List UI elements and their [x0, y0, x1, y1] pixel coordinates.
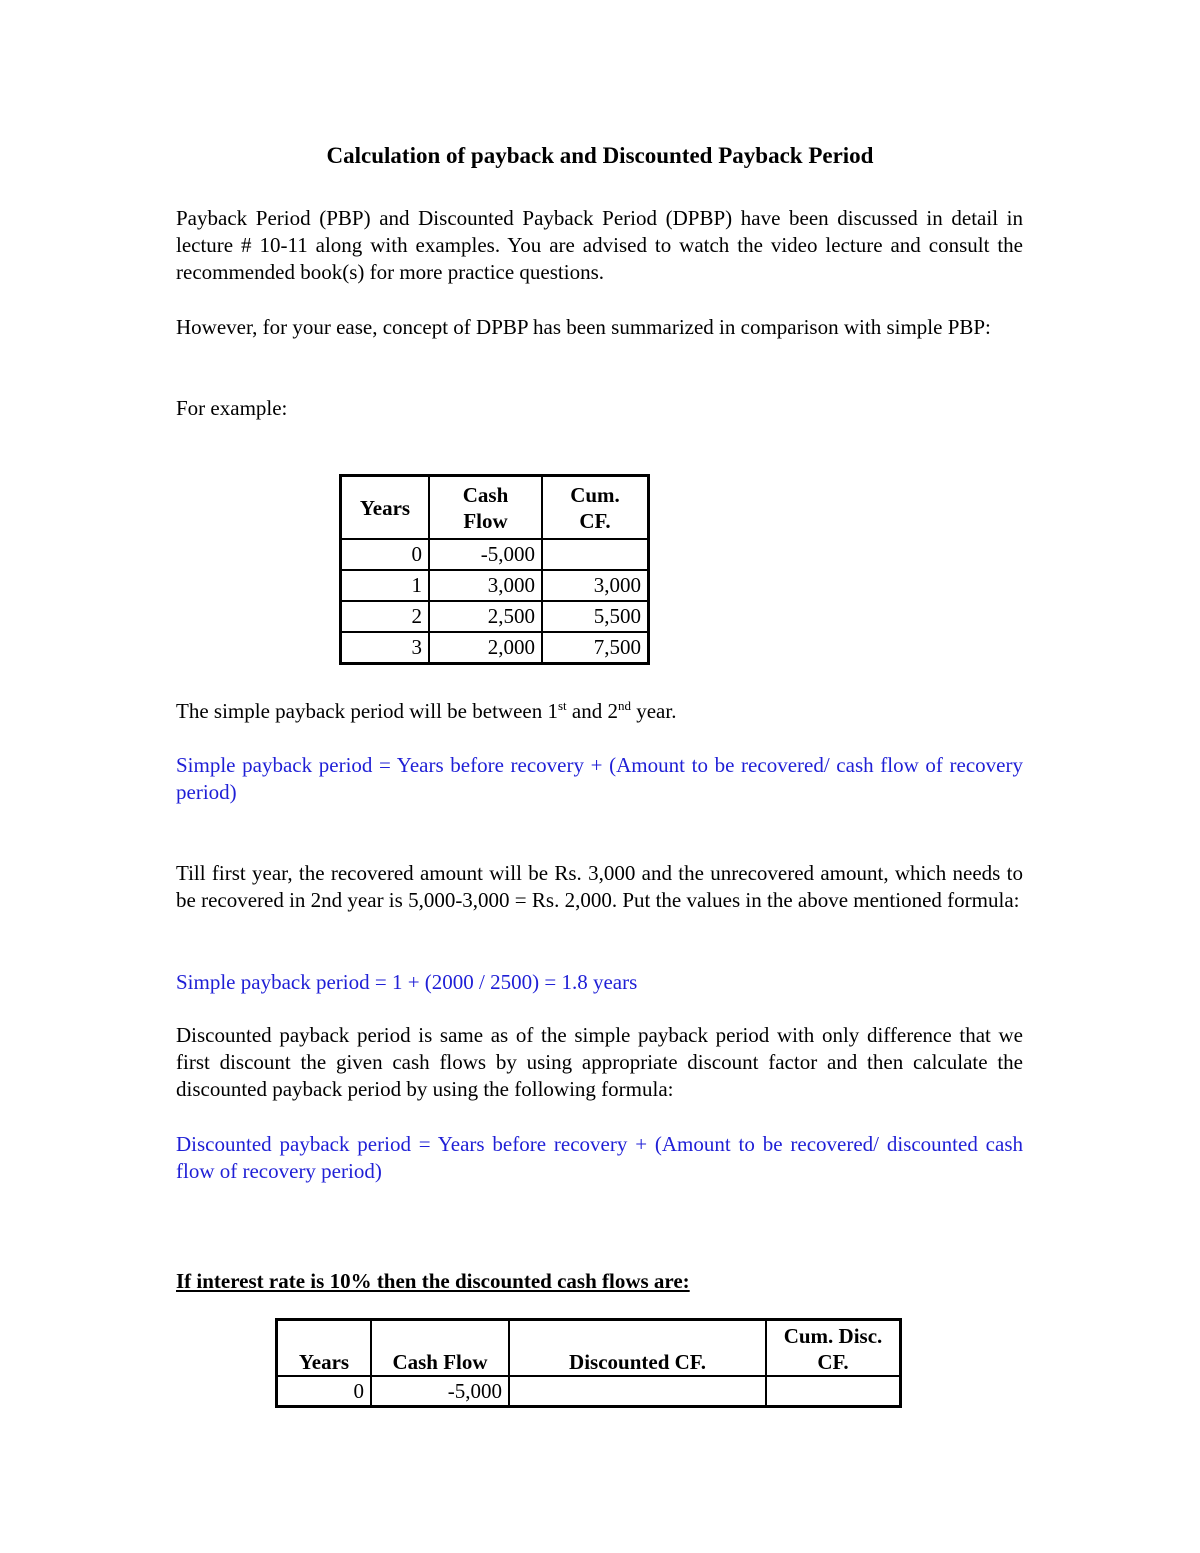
- for-example-label: For example:: [176, 396, 288, 420]
- discounted-cash-flow-table: [275, 1318, 902, 1408]
- interest-heading: If interest rate is 10% then the discounted cash flows are:: [176, 1269, 690, 1293]
- cell-cum-cf: 5,500: [542, 601, 649, 632]
- cell-year: 0: [341, 539, 430, 570]
- simple-between-mid: and 2: [566, 699, 618, 723]
- cell-cum-cf: 3,000: [542, 570, 649, 601]
- header-cum-cf-text: Cum. CF.: [570, 482, 620, 533]
- page-title: Calculation of payback and Discounted Payback Period: [326, 143, 874, 168]
- cell-cash-flow: -5,000: [371, 1376, 509, 1407]
- cell-year: 0: [277, 1376, 372, 1407]
- table-row: [277, 1376, 901, 1407]
- cell-discounted-cf: [509, 1376, 766, 1407]
- header-years: Years: [341, 476, 430, 540]
- cell-cash-flow: -5,000: [429, 539, 542, 570]
- cell-cash-flow: 2,500: [429, 601, 542, 632]
- header-cum-disc-cf-text: Cum. Disc. CF.: [783, 1324, 883, 1374]
- superscript-st: st: [557, 698, 567, 713]
- superscript-nd: nd: [617, 698, 631, 713]
- table-row: [341, 539, 649, 570]
- header-cum-disc-cf: [766, 1320, 901, 1377]
- till-first-year-paragraph: Till first year, the recovered amount will be Rs. 3,000 and the unrecovered amount, which needs to be recovered in 2nd year is 5,000-3,000 = Rs. 2,000. Put the values in the above mentioned formula:: [176, 861, 1023, 912]
- table-row: [341, 601, 649, 632]
- cell-cum-cf: 7,500: [542, 632, 649, 664]
- intro-paragraph: Payback Period (PBP) and Discounted Payback Period (DPBP) have been discussed in detail in lecture # 10-11 along with examples. You are advised to watch the video lecture and consult the recommended book(s) for more practice questions.: [176, 206, 1023, 284]
- cell-cash-flow: 3,000: [429, 570, 542, 601]
- cash-flow-table: [339, 474, 650, 665]
- simple-formula: Simple payback period = Years before recovery + (Amount to be recovered/ cash flow of recovery period): [176, 753, 1023, 804]
- header-discounted-cf: Discounted CF.: [509, 1320, 766, 1377]
- discounted-formula: Discounted payback period = Years before recovery + (Amount to be recovered/ discounted cash flow of recovery period): [176, 1132, 1023, 1183]
- simple-calculation: Simple payback period = 1 + (2000 / 2500) = 1.8 years: [176, 970, 638, 994]
- cell-year: 3: [341, 632, 430, 664]
- table-header-row: [277, 1320, 901, 1377]
- header-cash-flow-text: Cash Flow: [462, 482, 509, 533]
- cell-cum-disc-cf: [766, 1376, 901, 1407]
- however-paragraph: However, for your ease, concept of DPBP has been summarized in comparison with simple PBP:: [176, 315, 991, 339]
- header-cum-cf: [542, 476, 649, 540]
- header-years: Years: [277, 1320, 372, 1377]
- simple-between-sentence: [176, 698, 1023, 725]
- discounted-intro-paragraph: Discounted payback period is same as of the simple payback period with only difference that we first discount the given cash flows by using appropriate discount factor and then calculate the discounted payback period by using the following formula:: [176, 1023, 1023, 1101]
- header-cash-flow: [429, 476, 542, 540]
- simple-between-pre: The simple payback period will be between 1: [176, 699, 558, 723]
- cell-year: 2: [341, 601, 430, 632]
- cell-year: 1: [341, 570, 430, 601]
- table-header-row: [341, 476, 649, 540]
- simple-between-post: year.: [630, 699, 677, 723]
- cell-cum-cf: [542, 539, 649, 570]
- header-cash-flow: Cash Flow: [371, 1320, 509, 1377]
- table-row: [341, 570, 649, 601]
- table-row: [341, 632, 649, 664]
- cell-cash-flow: 2,000: [429, 632, 542, 664]
